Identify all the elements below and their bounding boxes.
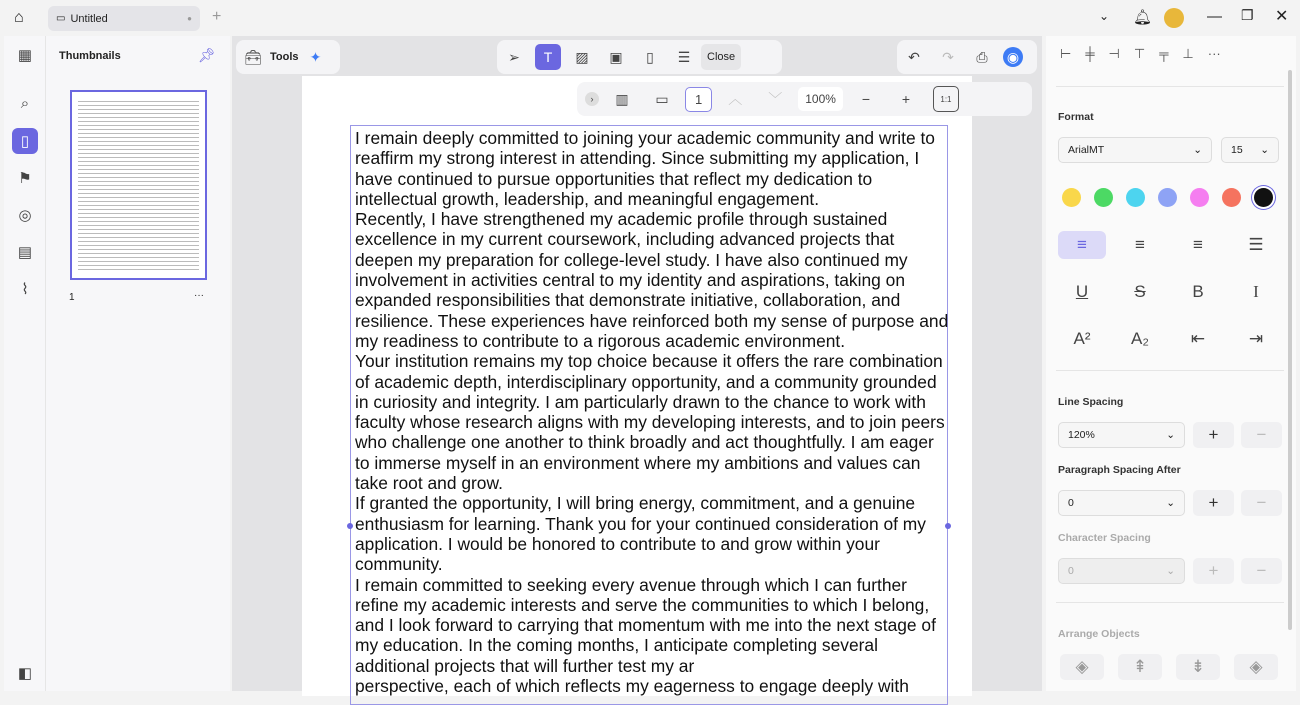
text-line: to immerse myself in an environment where my ambitions and values can <box>355 452 921 473</box>
line-spacing-label: Line Spacing <box>1058 396 1124 408</box>
text-box[interactable] <box>350 125 948 705</box>
line-spacing-select[interactable]: 120% ⌄ <box>1058 422 1185 448</box>
align-left-icon[interactable]: ⊢ <box>1060 46 1072 61</box>
bookmark-icon[interactable]: ⚑ <box>18 170 32 187</box>
text-line: deepen my preparation for college-level study. I have also continued my <box>355 249 908 270</box>
divider <box>1056 86 1284 87</box>
zoom-in-icon[interactable]: + <box>901 91 911 107</box>
comment-icon[interactable]: ◎ <box>18 207 32 224</box>
color-swatch[interactable] <box>1254 188 1273 207</box>
color-swatch[interactable] <box>1094 188 1113 207</box>
text-line: enthusiasm for learning. Thank you for your continued consideration of my <box>355 513 926 534</box>
superscript-button[interactable]: A² <box>1073 329 1091 348</box>
presentation-icon[interactable]: ▭ <box>655 90 669 107</box>
text-tool-icon[interactable]: T <box>535 44 561 70</box>
text-line: community. <box>355 554 443 575</box>
justify-button[interactable]: ☰ <box>1248 235 1264 254</box>
pdf-page <box>302 76 972 696</box>
align-text-center-button[interactable]: ≡ <box>1135 235 1145 254</box>
grid-icon[interactable]: ▦ <box>17 47 33 64</box>
thumbnail-page-number: 1 <box>69 292 75 303</box>
watermark-tool-icon[interactable]: ▯ <box>646 48 654 65</box>
pin-icon[interactable]: 📌︎ <box>198 47 216 63</box>
next-page-icon[interactable]: ﹀ <box>768 91 783 107</box>
text-line: take root and grow. <box>355 473 503 494</box>
ai-assistant-icon[interactable]: ◉ <box>1003 47 1023 67</box>
line-spacing-value: 120% <box>1068 429 1095 441</box>
align-objects-toolbar <box>1060 46 1221 62</box>
text-line: reaffirm my strong interest in attending. Since submitting my application, I <box>355 148 920 169</box>
align-top-icon[interactable]: ⊤ <box>1133 46 1146 61</box>
text-line: excellence in my current coursework, including advanced projects that <box>355 229 895 250</box>
attachment-icon[interactable]: ⌇ <box>21 281 29 298</box>
color-swatch[interactable] <box>1190 188 1209 207</box>
tools-button[interactable]: Tools <box>270 51 299 63</box>
character-spacing-value: 0 <box>1068 565 1074 577</box>
maximize-button[interactable]: ❐ <box>1241 7 1254 23</box>
scrollbar[interactable] <box>1288 70 1292 630</box>
document-area <box>232 36 1042 697</box>
previous-page-icon[interactable]: ︿ <box>728 91 743 107</box>
text-line: resilience. These experiences have reinforced both my sense of purpose and <box>355 310 949 331</box>
divider <box>1056 602 1284 603</box>
new-tab-button[interactable]: + <box>212 8 222 25</box>
text-line: I remain committed to seeking every avenue through which I can further <box>355 574 907 595</box>
text-line: have continued to pursue opportunities that reflect my dedication to <box>355 168 873 189</box>
history-toolbar <box>897 40 1037 74</box>
reading-mode-icon[interactable]: ▥ <box>615 90 629 107</box>
underline-button[interactable]: U <box>1075 282 1089 301</box>
line-spacing-increase-button[interactable]: + <box>1193 422 1234 448</box>
color-swatch[interactable] <box>1126 188 1145 207</box>
home-icon[interactable]: ⌂ <box>14 9 24 26</box>
minimize-button[interactable]: — <box>1207 8 1222 25</box>
zoom-out-icon[interactable]: − <box>861 91 871 107</box>
bring-to-front-icon[interactable]: ◈ <box>1060 654 1104 680</box>
character-spacing-select[interactable]: 0 ⌄ <box>1058 558 1185 584</box>
color-swatch[interactable] <box>1062 188 1081 207</box>
comment-icon: ▭ <box>56 13 66 24</box>
close-window-button[interactable]: ✕ <box>1275 8 1289 25</box>
text-line: additional projects that will further test my ar <box>355 655 695 676</box>
link-tool-icon[interactable]: ▣ <box>609 48 623 65</box>
undo-icon[interactable]: ↶ <box>908 48 920 65</box>
text-line: application. I would be honored to contribute to and grow within your <box>355 533 880 554</box>
strikethrough-button[interactable]: S <box>1134 282 1146 301</box>
redo-icon[interactable]: ↷ <box>942 48 954 65</box>
text-line: intellectual growth, leadership, and meaningful engagement. <box>355 188 820 209</box>
paragraph-spacing-select[interactable]: 0 ⌄ <box>1058 490 1185 516</box>
text-line: of academic depth, interdisciplinary opportunity, and a community grounded <box>355 371 937 392</box>
format-heading: Format <box>1058 111 1094 123</box>
divider <box>1056 370 1284 371</box>
tab-title: Untitled <box>70 12 108 25</box>
format-panel <box>1046 36 1296 691</box>
font-size-value: 15 <box>1231 144 1243 156</box>
subscript-button[interactable]: A₂ <box>1131 329 1149 348</box>
send-backward-icon[interactable]: ⇟ <box>1176 654 1220 680</box>
thumbnail-more-button[interactable]: ··· <box>194 290 204 301</box>
paragraph-spacing-decrease-button[interactable]: − <box>1241 490 1282 516</box>
align-bottom-icon[interactable]: ⊥ <box>1182 46 1194 61</box>
tools-group <box>236 40 340 74</box>
align-middle-icon[interactable]: ╤ <box>1159 46 1169 61</box>
font-family-value: ArialMT <box>1068 144 1105 156</box>
avatar[interactable] <box>1164 8 1184 28</box>
color-swatch[interactable] <box>1222 188 1241 207</box>
resize-handle-right[interactable] <box>945 523 951 529</box>
text-line: faculty whose research aligns with my developing interests, and to join peers <box>355 412 945 433</box>
save-icon[interactable]: ⎙ <box>976 48 988 65</box>
font-family-select[interactable]: ArialMT ⌄ <box>1058 137 1212 163</box>
character-spacing-label: Character Spacing <box>1058 532 1151 544</box>
edit-toolbar <box>497 40 782 74</box>
chevron-down-icon[interactable]: ⌄ <box>1099 9 1110 23</box>
text-line: in curiosity and integrity. I am particularly drawn to the chance to work with <box>355 391 926 412</box>
bell-icon[interactable]: 🔔︎ <box>1133 9 1153 26</box>
font-size-select[interactable]: 15 ⌄ <box>1221 137 1279 163</box>
text-line: involvement in activities central to my identity and aspirations, taking on <box>355 270 906 291</box>
zoom-level[interactable]: 100% <box>798 87 843 111</box>
text-line: my education. In the coming months, I anticipate completing several <box>355 635 878 656</box>
paragraph-spacing-increase-button[interactable]: + <box>1193 490 1234 516</box>
text-line: Recently, I have strengthened my academic profile through sustained <box>355 209 888 230</box>
toolbox-icon[interactable]: 🧰︎ <box>244 48 262 65</box>
close-edit-button[interactable]: Close <box>701 44 741 70</box>
arrange-objects-label: Arrange Objects <box>1058 628 1140 640</box>
align-right-icon[interactable]: ⊣ <box>1108 46 1120 61</box>
color-swatch[interactable] <box>1158 188 1177 207</box>
search-icon[interactable]: ⌕ <box>20 94 30 112</box>
text-line: I remain deeply committed to joining your academic community and write to <box>355 128 935 148</box>
align-center-icon[interactable]: ╪ <box>1085 46 1095 61</box>
document-tab[interactable] <box>48 6 200 31</box>
bold-button[interactable]: B <box>1192 282 1204 301</box>
text-line: Your institution remains my top choice because it offers the rare combination <box>355 351 943 372</box>
expand-icon[interactable]: › <box>585 92 599 106</box>
ai-sparkle-icon[interactable]: ✦ <box>309 48 322 65</box>
text-line: refine my academic interests and serve the communities to which I belong, <box>355 594 930 615</box>
actual-size-icon[interactable]: 1:1 <box>933 86 959 112</box>
text-line: and I look forward to carrying that momentum with me into the next stage of <box>355 615 936 636</box>
text-line: If granted the opportunity, I will bring energy, commitment, and a genuine <box>355 493 916 514</box>
properties-icon[interactable]: ☰ <box>677 48 691 65</box>
title-bar <box>0 0 1300 36</box>
resize-handle-left[interactable] <box>347 523 353 529</box>
form-icon[interactable]: ▤ <box>17 244 33 261</box>
increase-indent-icon[interactable]: ⇥ <box>1248 329 1264 348</box>
text-line: perspective, each of which reflects my eagerness to engage deeply with <box>355 676 909 697</box>
send-to-back-icon[interactable]: ◈ <box>1234 654 1278 680</box>
document-text[interactable] <box>355 128 948 696</box>
image-tool-icon[interactable]: ▨ <box>575 48 589 65</box>
align-text-right-button[interactable]: ≡ <box>1193 235 1203 254</box>
text-line: who challenge one another to think broadly and act thoughtfully. I am eager <box>355 432 934 453</box>
paragraph-spacing-label: Paragraph Spacing After <box>1058 464 1181 476</box>
sidebar-toggle-icon[interactable]: ◧ <box>17 665 33 682</box>
page-number-input[interactable]: 1 <box>685 87 712 112</box>
character-spacing-decrease-button[interactable]: − <box>1241 558 1282 584</box>
more-icon[interactable]: ··· <box>1207 46 1221 61</box>
thumbnails-panel <box>45 36 230 691</box>
page-thumbnail[interactable] <box>70 90 207 280</box>
thumbnails-title: Thumbnails <box>59 50 121 62</box>
text-line: expanded responsibilities that demonstrate initiative, collaboration, and <box>355 290 901 311</box>
left-rail <box>4 36 45 691</box>
tab-close-dot[interactable]: ● <box>187 14 192 23</box>
pages-icon[interactable]: ▯ <box>12 128 38 154</box>
page-navigation-bar <box>577 82 1032 116</box>
select-pointer-icon[interactable]: ➢ <box>508 48 520 65</box>
italic-button[interactable]: I <box>1253 282 1259 301</box>
decrease-indent-icon[interactable]: ⇤ <box>1190 329 1206 348</box>
line-spacing-decrease-button[interactable]: − <box>1241 422 1282 448</box>
paragraph-spacing-value: 0 <box>1068 497 1074 509</box>
text-line: my readiness to contribute to a rigorous academic environment. <box>355 330 846 351</box>
character-spacing-increase-button[interactable]: + <box>1193 558 1234 584</box>
align-text-left-button[interactable]: ≡ <box>1058 231 1106 259</box>
bring-forward-icon[interactable]: ⇞ <box>1118 654 1162 680</box>
